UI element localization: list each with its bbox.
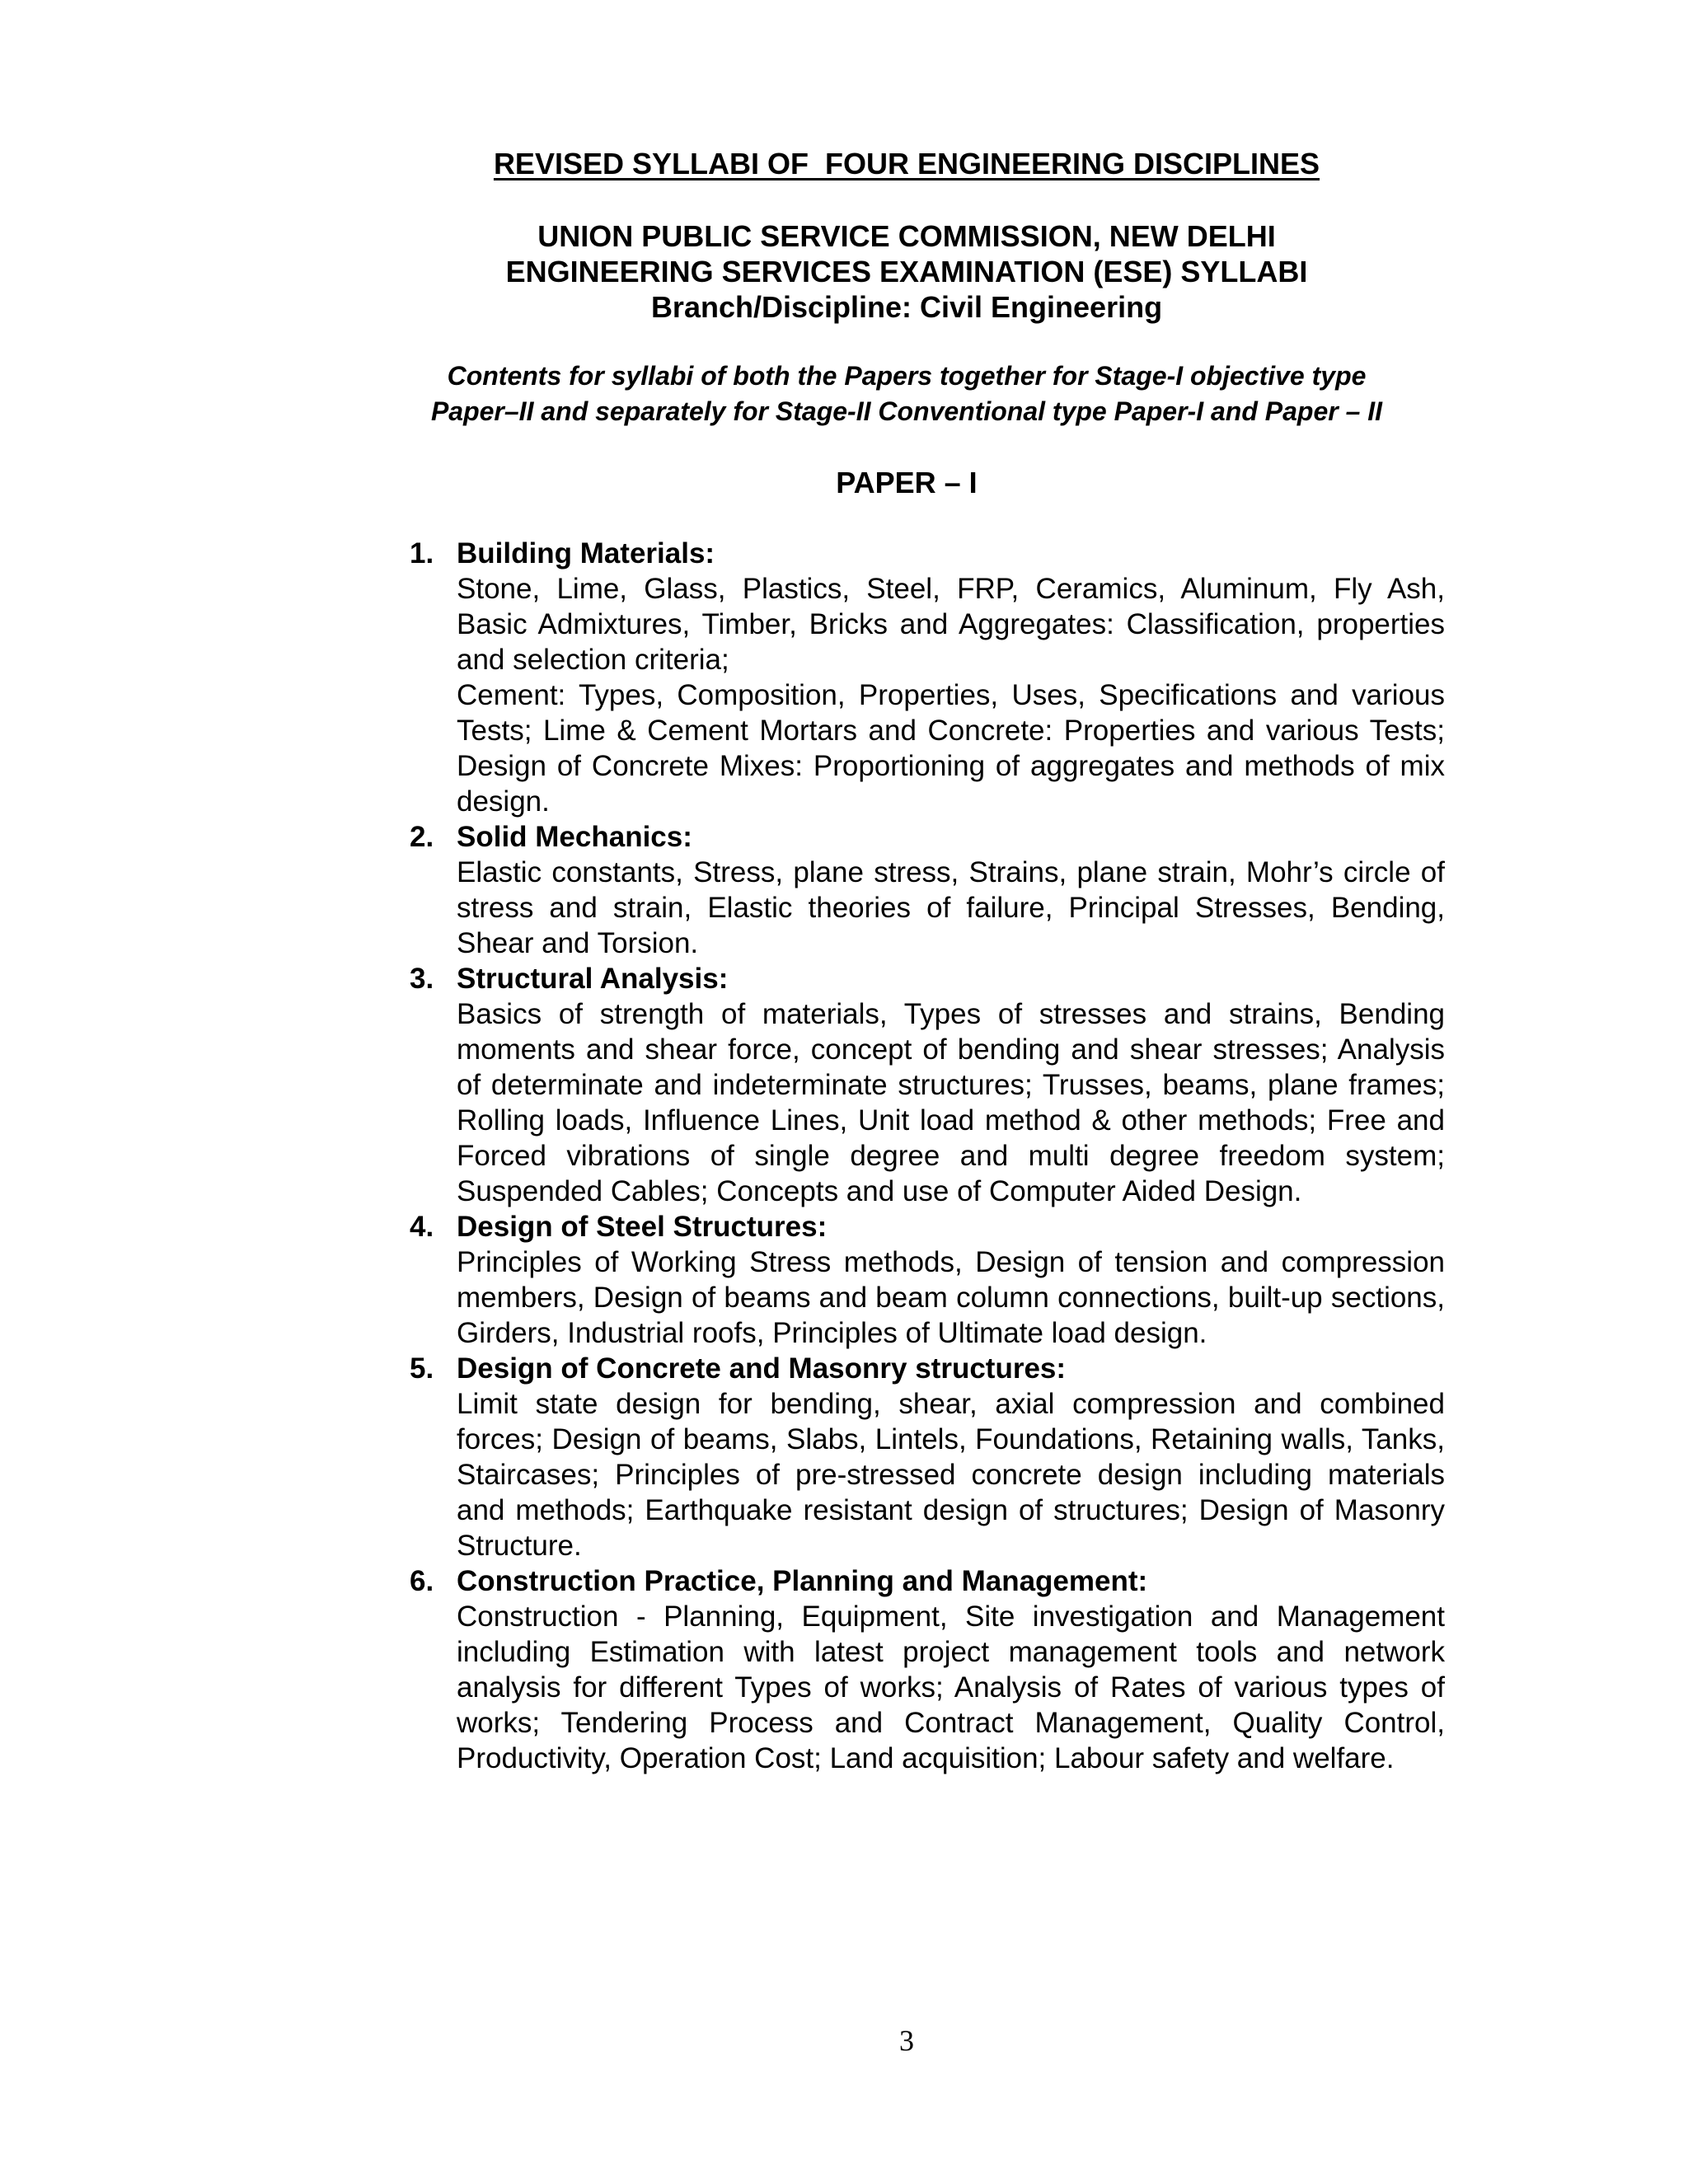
topic-description: Principles of Working Stress methods, Design of tension and compression members, Design of beams and beam column connections, built-up sections, Girders, Industrial roofs, Principles of Ultimate load design. (457, 1246, 1445, 1349)
topic-title: Design of Concrete and Masonry structures: (457, 1352, 1067, 1385)
exam-name: ENGINEERING SERVICES EXAMINATION (ESE) SYLLABI (505, 255, 1308, 288)
topic-item (410, 536, 1445, 819)
topic-number: 2. (410, 821, 434, 853)
intro-note (0, 359, 1688, 429)
topic-description: Stone, Lime, Glass, Plastics, Steel, FRP, Ceramics, Aluminum, Fly Ash, Basic Admixtures, Timber, Bricks and Aggregates: Classification, properties and selection criteria; (457, 573, 1445, 676)
topic-number: 6. (410, 1565, 434, 1597)
header-block (0, 218, 1688, 325)
topic-number: 1. (410, 537, 434, 569)
page-number: 3 (899, 2024, 914, 2057)
topic-number: 3. (410, 963, 434, 995)
topic-description: Cement: Types, Composition, Properties, Uses, Specifications and various Tests; Lime & Cement Mortars and Concrete: Properties and various Tests; Design of Concrete Mixes: Proportioning of aggregates and methods of mix design. (457, 679, 1445, 818)
topic-list (410, 536, 1445, 1776)
topic-description: Elastic constants, Stress, plane stress, Strains, plane strain, Mohr’s circle of stress and strain, Elastic theories of failure, Principal Stresses, Bending, Shear and Torsion. (457, 856, 1445, 959)
intro-line: Contents for syllabi of both the Papers together for Stage-I objective type (447, 361, 1367, 391)
topic-item (410, 1351, 1445, 1563)
document-title: REVISED SYLLABI OF FOUR ENGINEERING DISCIPLINES (493, 147, 1320, 180)
topic-number: 5. (410, 1352, 434, 1385)
discipline-line: Branch/Discipline: Civil Engineering (650, 290, 1163, 324)
topic-title: Design of Steel Structures: (457, 1211, 828, 1243)
topic-item (410, 961, 1445, 1209)
topic-item (410, 1563, 1445, 1776)
topic-item (410, 819, 1445, 961)
topic-title: Solid Mechanics: (457, 821, 692, 853)
commission-name: UNION PUBLIC SERVICE COMMISSION, NEW DELHI (537, 219, 1276, 253)
intro-line: Paper–II and separately for Stage-II Conventional type Paper-I and Paper – II (430, 396, 1383, 426)
topic-title: Construction Practice, Planning and Management: (457, 1565, 1148, 1597)
topic-description: Basics of strength of materials, Types of stresses and strains, Bending moments and shear force, concept of bending and shear stresses; Analysis of determinate and indeterminate structures; Trusses, beams, plane frames; Rolling loads, Influence Lines, Unit load method & other methods; Free and Forced vibrations of single degree and multi degree freedom system; Suspended Cables; Concepts and use of Computer Aided Design. (457, 998, 1445, 1207)
topic-description: Limit state design for bending, shear, axial compression and combined forces; Design of beams, Slabs, Lintels, Foundations, Retaining walls, Tanks, Staircases; Principles of pre-stressed concrete design including materials and methods; Earthquake resistant design of structures; Design of Masonry Structure. (457, 1388, 1445, 1562)
paper-heading: PAPER – I (836, 466, 978, 499)
topic-description: Construction - Planning, Equipment, Site investigation and Management including Estimation with latest project management tools and network analysis for different Types of works; Analysis of Rates of various types of works; Tendering Process and Contract Management, Quality Control, Productivity, Operation Cost; Land acquisition; Labour safety and welfare. (457, 1601, 1445, 1774)
topic-item (410, 1209, 1445, 1351)
topic-title: Building Materials: (457, 537, 715, 569)
topic-number: 4. (410, 1211, 434, 1243)
topic-title: Structural Analysis: (457, 963, 729, 995)
